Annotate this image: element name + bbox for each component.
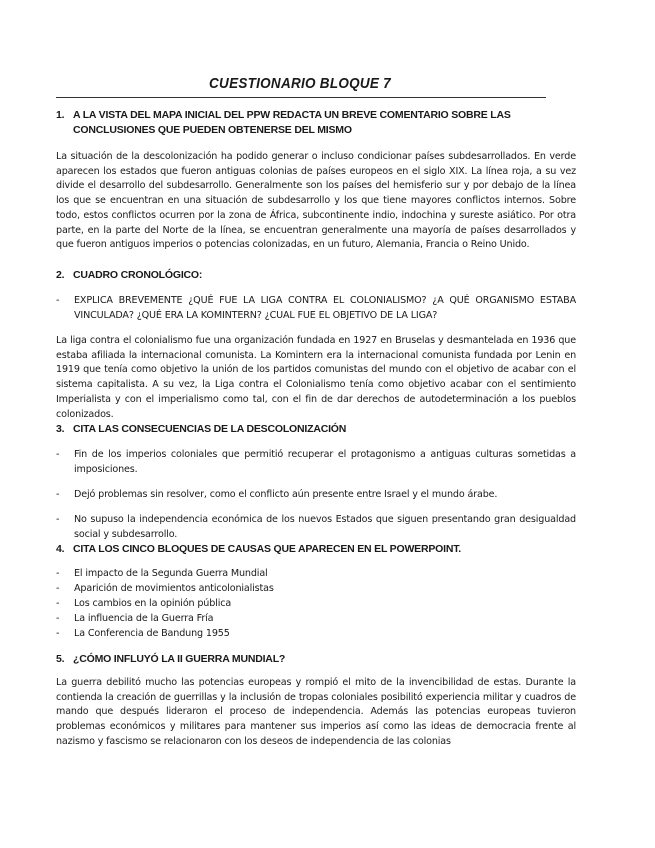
cause-text: El impacto de la Segunda Guerra Mundial — [74, 568, 268, 579]
bullet-dash: - — [56, 295, 60, 306]
question-5-text: ¿CÓMO INFLUYÓ LA II GUERRA MUNDIAL? — [73, 653, 286, 665]
question-4-text: CITA LOS CINCO BLOQUES DE CAUSAS QUE APARECEN EN EL POWERPOINT. — [73, 543, 461, 555]
question-3-text: CITA LAS CONSECUENCIAS DE LA DESCOLONIZACIÓN — [73, 423, 347, 435]
question-2-subquestion: EXPLICA BREVEMENTE ¿QUÉ FUE LA LIGA CONTRA EL COLONIALISMO? ¿A QUÉ ORGANISMO ESTABA VINCULADA? ¿QUÉ ERA LA KOMINTERN? ¿CUAL FUE EL OBJETIVO DE LA LIGA? — [74, 295, 576, 321]
question-1-heading — [56, 108, 576, 138]
question-3-number: 3. — [56, 423, 65, 435]
question-2-text: CUADRO CRONOLÓGICO: — [73, 269, 203, 281]
consequence-item — [56, 448, 576, 477]
cause-text: Los cambios en la opinión pública — [74, 598, 232, 609]
cause-text: Aparición de movimientos anticolonialistas — [74, 583, 274, 594]
answer-2: La liga contra el colonialismo fue una organización fundada en 1927 en Bruselas y desmantelada en 1936 que estaba afiliada la internacional comunista. La Komintern era la internacional comunista fundada por Lenin en 1919 que tenía como objetivo la unión de los partidos comunistas del mundo con el objetivo de acabar con el sistema capitalista. A su vez, la Liga contra el Colonialismo tenía como objetivo acabar con el sentimiento Imperialista y con el imperialismo como tal, con el fin de dar derechos de autodeterminación a los pueblos colonizados. — [56, 335, 576, 420]
consequence-item — [56, 488, 576, 503]
cause-text: La Conferencia de Bandung 1955 — [74, 628, 230, 639]
consequence-text: No supuso la independencia económica de los nuevos Estados que siguen presentando gran desigualdad social y subdesarrollo. — [74, 514, 576, 540]
cause-item — [56, 626, 576, 641]
question-3-heading — [56, 422, 576, 437]
cause-item — [56, 596, 576, 611]
question-1-text: A LA VISTA DEL MAPA INICIAL DEL PPW REDACTA UN BREVE COMENTARIO SOBRE LAS CONCLUSIONES QUE PUEDEN OBTENERSE DEL MISMO — [73, 109, 511, 136]
cause-item — [56, 566, 576, 581]
consequence-text: Dejó problemas sin resolver, como el conflicto aún presente entre Israel y el mundo árabe. — [74, 489, 498, 500]
question-4-number: 4. — [56, 543, 65, 555]
cause-item — [56, 611, 576, 626]
cause-text: La influencia de la Guerra Fría — [74, 613, 214, 624]
title-underline — [56, 97, 546, 98]
causes-list — [56, 566, 576, 641]
bullet-dash: - — [56, 568, 60, 579]
question-5-number: 5. — [56, 653, 65, 665]
cause-item — [56, 581, 576, 596]
bullet-dash: - — [56, 598, 60, 609]
document-title: CUESTIONARIO BLOQUE 7 — [209, 75, 391, 92]
question-5-heading — [56, 652, 576, 667]
bullet-dash: - — [56, 628, 60, 639]
answer-5: La guerra debilitó mucho las potencias europeas y rompió el mito de la invencibilidad de estas. Durante la contienda la creación de guerrillas y la inclusión de tropas coloniales posibilitó experiencia militar y cuadros de mando que después lideraron el proceso de independencia. Además las potencias europeas tuvieron problemas económicos y militares para mantener sus imperios así como las ideas de democracia frente al nazismo y fascismo se relacionaron con los deseos de independencia de las colonias — [56, 677, 576, 747]
bullet-dash: - — [56, 613, 60, 624]
bullet-dash: - — [56, 514, 60, 525]
bullet-dash: - — [56, 583, 60, 594]
bullet-dash: - — [56, 449, 60, 460]
question-2-number: 2. — [56, 269, 65, 281]
consequence-item — [56, 513, 576, 542]
question-2-heading — [56, 268, 576, 283]
question-4-heading — [56, 542, 576, 557]
bullet-dash: - — [56, 489, 60, 500]
question-2-bullet — [56, 294, 576, 323]
answer-1: La situación de la descolonización ha podido generar o incluso condicionar países subdesarrollados. En verde aparecen los estados que fueron antiguas colonias de países europeos en el siglo XIX. La línea roja, a su vez divide el desarrollo del subdesarrollo. Generalmente son los países del hemisferio sur y por debajo de la línea los que se encuentran en una situación de subdesarrollo y los que tiene mayores conflictos internos. Sobre todo, estos conflictos ocurren por la zona de África, subcontinente indio, indochina y sureste asiático. Por otra parte, en la parte del Norte de la línea, se encuentran generalmente una mayoría de países desarrollados y que fueron antiguos imperios o potencias colonizadas, en un futuro, Alemania, Francia o Reino Unido. — [56, 151, 576, 251]
question-1-number: 1. — [56, 109, 65, 121]
consequence-text: Fin de los imperios coloniales que permitió recuperar el protagonismo a antiguas culturas sometidas a imposiciones. — [74, 449, 576, 475]
